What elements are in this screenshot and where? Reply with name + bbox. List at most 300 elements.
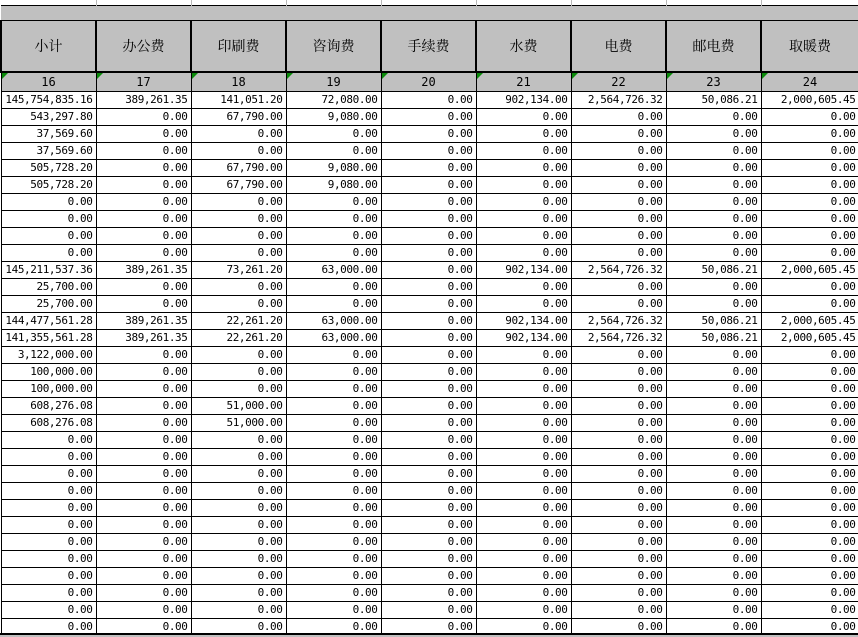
table-cell[interactable]: 51,000.00 [191, 414, 286, 431]
table-cell[interactable]: 63,000.00 [286, 261, 381, 278]
table-cell[interactable]: 0.00 [191, 482, 286, 499]
table-cell[interactable]: 0.00 [476, 414, 571, 431]
table-cell[interactable]: 0.00 [1, 448, 96, 465]
table-cell[interactable]: 0.00 [286, 414, 381, 431]
table-cell[interactable]: 25,700.00 [1, 278, 96, 295]
table-cell[interactable]: 0.00 [286, 227, 381, 244]
table-cell[interactable]: 0.00 [96, 482, 191, 499]
table-cell[interactable]: 0.00 [761, 516, 858, 533]
table-cell[interactable]: 0.00 [476, 516, 571, 533]
table-cell[interactable]: 22,261.20 [191, 329, 286, 346]
table-cell[interactable]: 0.00 [476, 346, 571, 363]
table-cell[interactable]: 0.00 [96, 516, 191, 533]
table-cell[interactable]: 389,261.35 [96, 91, 191, 108]
column-header-23[interactable]: 邮电费 [666, 20, 761, 72]
table-cell[interactable]: 0.00 [286, 125, 381, 142]
table-cell[interactable]: 145,754,835.16 [1, 91, 96, 108]
table-cell[interactable]: 9,080.00 [286, 108, 381, 125]
table-cell[interactable]: 2,564,726.32 [571, 91, 666, 108]
table-cell[interactable]: 0.00 [571, 380, 666, 397]
table-cell[interactable]: 144,477,561.28 [1, 312, 96, 329]
table-cell[interactable]: 0.00 [96, 499, 191, 516]
table-cell[interactable]: 0.00 [761, 482, 858, 499]
table-cell[interactable]: 902,134.00 [476, 329, 571, 346]
table-cell[interactable]: 0.00 [666, 227, 761, 244]
table-cell[interactable]: 0.00 [476, 278, 571, 295]
table-cell[interactable]: 0.00 [191, 584, 286, 601]
table-cell[interactable]: 0.00 [96, 431, 191, 448]
table-cell[interactable]: 50,086.21 [666, 329, 761, 346]
table-cell[interactable]: 0.00 [571, 210, 666, 227]
table-cell[interactable]: 0.00 [381, 159, 476, 176]
table-cell[interactable]: 0.00 [286, 244, 381, 261]
table-cell[interactable]: 0.00 [381, 499, 476, 516]
table-cell[interactable]: 0.00 [761, 465, 858, 482]
table-cell[interactable]: 0.00 [571, 448, 666, 465]
table-cell[interactable]: 0.00 [761, 176, 858, 193]
table-cell[interactable]: 0.00 [96, 346, 191, 363]
table-cell[interactable]: 0.00 [761, 567, 858, 584]
table-cell[interactable]: 0.00 [191, 363, 286, 380]
table-cell[interactable]: 0.00 [381, 227, 476, 244]
table-cell[interactable]: 0.00 [286, 482, 381, 499]
table-cell[interactable]: 0.00 [571, 499, 666, 516]
column-header-20[interactable]: 手续费 [381, 20, 476, 72]
table-cell[interactable]: 50,086.21 [666, 261, 761, 278]
table-cell[interactable]: 0.00 [381, 193, 476, 210]
column-header-24[interactable]: 取暖费 [761, 20, 858, 72]
table-cell[interactable]: 0.00 [96, 159, 191, 176]
table-cell[interactable]: 0.00 [571, 550, 666, 567]
merged-gray-cell[interactable] [1, 5, 858, 20]
table-cell[interactable]: 0.00 [666, 142, 761, 159]
table-cell[interactable]: 50,086.21 [666, 91, 761, 108]
table-cell[interactable]: 608,276.08 [1, 414, 96, 431]
table-cell[interactable]: 0.00 [191, 193, 286, 210]
table-cell[interactable]: 0.00 [96, 567, 191, 584]
column-number-cell-24[interactable]: 24 [761, 72, 858, 91]
table-cell[interactable]: 51,000.00 [191, 397, 286, 414]
table-cell[interactable]: 0.00 [476, 584, 571, 601]
table-cell[interactable]: 0.00 [571, 142, 666, 159]
table-cell[interactable]: 0.00 [761, 431, 858, 448]
table-cell[interactable]: 0.00 [96, 584, 191, 601]
table-cell[interactable]: 0.00 [571, 567, 666, 584]
table-cell[interactable]: 72,080.00 [286, 91, 381, 108]
table-cell[interactable]: 0.00 [381, 414, 476, 431]
table-cell[interactable]: 0.00 [571, 227, 666, 244]
table-cell[interactable]: 37,569.60 [1, 125, 96, 142]
table-cell[interactable]: 0.00 [666, 193, 761, 210]
column-header-16[interactable]: 小计 [1, 20, 96, 72]
table-cell[interactable]: 0.00 [761, 380, 858, 397]
table-cell[interactable]: 0.00 [571, 533, 666, 550]
table-cell[interactable]: 0.00 [191, 346, 286, 363]
table-cell[interactable]: 0.00 [666, 363, 761, 380]
table-cell[interactable]: 0.00 [286, 397, 381, 414]
table-cell[interactable]: 0.00 [191, 550, 286, 567]
column-number-cell-19[interactable]: 19 [286, 72, 381, 91]
table-cell[interactable]: 0.00 [191, 533, 286, 550]
table-cell[interactable]: 0.00 [286, 142, 381, 159]
column-number-cell-23[interactable]: 23 [666, 72, 761, 91]
table-cell[interactable]: 63,000.00 [286, 312, 381, 329]
table-cell[interactable]: 0.00 [286, 295, 381, 312]
table-cell[interactable]: 0.00 [476, 363, 571, 380]
column-number-cell-17[interactable]: 17 [96, 72, 191, 91]
table-cell[interactable]: 0.00 [286, 346, 381, 363]
table-cell[interactable]: 0.00 [96, 125, 191, 142]
table-cell[interactable]: 0.00 [381, 601, 476, 618]
table-cell[interactable]: 0.00 [666, 397, 761, 414]
table-cell[interactable]: 0.00 [666, 380, 761, 397]
table-cell[interactable]: 0.00 [96, 227, 191, 244]
table-cell[interactable]: 0.00 [381, 533, 476, 550]
table-cell[interactable]: 0.00 [666, 465, 761, 482]
table-cell[interactable]: 2,000,605.45 [761, 91, 858, 108]
column-header-21[interactable]: 水费 [476, 20, 571, 72]
table-cell[interactable]: 0.00 [96, 550, 191, 567]
table-cell[interactable]: 0.00 [191, 278, 286, 295]
table-cell[interactable]: 0.00 [476, 125, 571, 142]
table-cell[interactable]: 0.00 [476, 550, 571, 567]
table-cell[interactable]: 0.00 [286, 465, 381, 482]
table-cell[interactable]: 0.00 [571, 601, 666, 618]
table-cell[interactable]: 0.00 [1, 550, 96, 567]
table-cell[interactable]: 0.00 [1, 601, 96, 618]
table-cell[interactable]: 0.00 [191, 448, 286, 465]
table-cell[interactable]: 0.00 [96, 142, 191, 159]
table-cell[interactable]: 2,000,605.45 [761, 329, 858, 346]
table-cell[interactable]: 0.00 [96, 465, 191, 482]
table-cell[interactable]: 0.00 [381, 261, 476, 278]
column-header-22[interactable]: 电费 [571, 20, 666, 72]
table-cell[interactable]: 0.00 [571, 125, 666, 142]
table-cell[interactable]: 0.00 [666, 584, 761, 601]
table-cell[interactable]: 67,790.00 [191, 159, 286, 176]
table-cell[interactable]: 25,700.00 [1, 295, 96, 312]
table-cell[interactable]: 0.00 [191, 227, 286, 244]
table-cell[interactable]: 0.00 [666, 176, 761, 193]
table-cell[interactable]: 0.00 [286, 210, 381, 227]
table-cell[interactable]: 0.00 [96, 601, 191, 618]
table-cell[interactable]: 0.00 [1, 227, 96, 244]
column-number-cell-22[interactable]: 22 [571, 72, 666, 91]
table-cell[interactable]: 0.00 [761, 159, 858, 176]
table-cell[interactable]: 0.00 [1, 244, 96, 261]
table-cell[interactable]: 2,564,726.32 [571, 329, 666, 346]
table-cell[interactable]: 0.00 [286, 363, 381, 380]
table-cell[interactable]: 0.00 [761, 227, 858, 244]
table-cell[interactable]: 67,790.00 [191, 176, 286, 193]
table-cell[interactable]: 0.00 [381, 380, 476, 397]
table-cell[interactable]: 0.00 [666, 414, 761, 431]
table-cell[interactable]: 0.00 [286, 618, 381, 635]
table-cell[interactable]: 0.00 [476, 380, 571, 397]
table-cell[interactable]: 0.00 [191, 380, 286, 397]
column-number-cell-16[interactable]: 16 [1, 72, 96, 91]
table-cell[interactable]: 0.00 [381, 142, 476, 159]
table-cell[interactable]: 0.00 [571, 159, 666, 176]
table-cell[interactable]: 0.00 [571, 278, 666, 295]
table-cell[interactable]: 0.00 [96, 618, 191, 635]
table-cell[interactable]: 543,297.80 [1, 108, 96, 125]
table-cell[interactable]: 0.00 [476, 618, 571, 635]
table-cell[interactable]: 0.00 [476, 431, 571, 448]
table-cell[interactable]: 0.00 [286, 380, 381, 397]
column-number-cell-18[interactable]: 18 [191, 72, 286, 91]
table-cell[interactable]: 0.00 [571, 397, 666, 414]
table-cell[interactable]: 0.00 [476, 295, 571, 312]
table-cell[interactable]: 0.00 [761, 448, 858, 465]
table-cell[interactable]: 3,122,000.00 [1, 346, 96, 363]
table-cell[interactable]: 902,134.00 [476, 312, 571, 329]
table-cell[interactable]: 0.00 [1, 533, 96, 550]
table-cell[interactable]: 0.00 [381, 346, 476, 363]
column-number-cell-20[interactable]: 20 [381, 72, 476, 91]
table-cell[interactable]: 145,211,537.36 [1, 261, 96, 278]
table-cell[interactable]: 0.00 [571, 108, 666, 125]
table-cell[interactable]: 0.00 [476, 108, 571, 125]
table-cell[interactable]: 0.00 [761, 278, 858, 295]
table-cell[interactable]: 0.00 [381, 244, 476, 261]
table-cell[interactable]: 0.00 [476, 227, 571, 244]
table-cell[interactable]: 0.00 [571, 516, 666, 533]
table-cell[interactable]: 0.00 [761, 193, 858, 210]
table-cell[interactable]: 0.00 [381, 550, 476, 567]
table-cell[interactable]: 0.00 [286, 278, 381, 295]
table-cell[interactable]: 0.00 [761, 601, 858, 618]
table-cell[interactable]: 141,355,561.28 [1, 329, 96, 346]
table-cell[interactable]: 0.00 [476, 397, 571, 414]
table-cell[interactable]: 0.00 [96, 363, 191, 380]
table-cell[interactable]: 0.00 [191, 601, 286, 618]
table-cell[interactable]: 0.00 [96, 380, 191, 397]
table-cell[interactable]: 0.00 [96, 414, 191, 431]
table-cell[interactable]: 0.00 [571, 618, 666, 635]
table-cell[interactable]: 0.00 [476, 465, 571, 482]
table-cell[interactable]: 0.00 [381, 397, 476, 414]
table-cell[interactable]: 0.00 [191, 210, 286, 227]
table-cell[interactable]: 0.00 [761, 125, 858, 142]
table-cell[interactable]: 0.00 [381, 295, 476, 312]
table-cell[interactable]: 0.00 [761, 346, 858, 363]
table-cell[interactable]: 0.00 [381, 108, 476, 125]
table-cell[interactable]: 0.00 [381, 278, 476, 295]
table-cell[interactable]: 100,000.00 [1, 363, 96, 380]
table-cell[interactable]: 0.00 [571, 346, 666, 363]
table-cell[interactable]: 0.00 [666, 210, 761, 227]
table-cell[interactable]: 505,728.20 [1, 159, 96, 176]
table-cell[interactable]: 9,080.00 [286, 159, 381, 176]
table-cell[interactable]: 73,261.20 [191, 261, 286, 278]
table-cell[interactable]: 0.00 [666, 567, 761, 584]
table-cell[interactable]: 0.00 [666, 278, 761, 295]
table-cell[interactable]: 0.00 [666, 448, 761, 465]
table-cell[interactable]: 0.00 [1, 567, 96, 584]
table-cell[interactable]: 0.00 [381, 516, 476, 533]
table-cell[interactable]: 0.00 [286, 431, 381, 448]
column-number-cell-21[interactable]: 21 [476, 72, 571, 91]
table-cell[interactable]: 0.00 [571, 465, 666, 482]
table-cell[interactable]: 0.00 [381, 448, 476, 465]
table-cell[interactable]: 0.00 [1, 210, 96, 227]
table-cell[interactable]: 0.00 [666, 346, 761, 363]
table-cell[interactable]: 0.00 [96, 108, 191, 125]
table-cell[interactable]: 0.00 [96, 193, 191, 210]
table-cell[interactable]: 0.00 [1, 618, 96, 635]
table-cell[interactable]: 0.00 [761, 550, 858, 567]
table-cell[interactable]: 0.00 [381, 91, 476, 108]
table-cell[interactable]: 902,134.00 [476, 261, 571, 278]
table-cell[interactable]: 0.00 [761, 244, 858, 261]
column-header-18[interactable]: 印刷费 [191, 20, 286, 72]
table-cell[interactable]: 0.00 [476, 601, 571, 618]
table-cell[interactable]: 0.00 [381, 465, 476, 482]
table-cell[interactable]: 0.00 [761, 397, 858, 414]
table-cell[interactable]: 2,564,726.32 [571, 261, 666, 278]
table-cell[interactable]: 0.00 [666, 159, 761, 176]
table-cell[interactable]: 0.00 [381, 176, 476, 193]
table-cell[interactable]: 0.00 [666, 533, 761, 550]
table-cell[interactable]: 0.00 [476, 533, 571, 550]
table-cell[interactable]: 0.00 [191, 516, 286, 533]
table-cell[interactable]: 0.00 [666, 499, 761, 516]
table-cell[interactable]: 0.00 [381, 482, 476, 499]
table-cell[interactable]: 0.00 [381, 567, 476, 584]
table-cell[interactable]: 902,134.00 [476, 91, 571, 108]
table-cell[interactable]: 0.00 [761, 584, 858, 601]
table-cell[interactable]: 0.00 [761, 295, 858, 312]
table-cell[interactable]: 0.00 [666, 108, 761, 125]
table-cell[interactable]: 22,261.20 [191, 312, 286, 329]
table-cell[interactable]: 141,051.20 [191, 91, 286, 108]
table-cell[interactable]: 0.00 [286, 550, 381, 567]
column-header-19[interactable]: 咨询费 [286, 20, 381, 72]
table-cell[interactable]: 0.00 [761, 618, 858, 635]
table-cell[interactable]: 100,000.00 [1, 380, 96, 397]
table-cell[interactable]: 389,261.35 [96, 261, 191, 278]
table-cell[interactable]: 0.00 [761, 533, 858, 550]
table-cell[interactable]: 0.00 [476, 244, 571, 261]
table-cell[interactable]: 0.00 [191, 295, 286, 312]
table-cell[interactable]: 0.00 [96, 176, 191, 193]
table-cell[interactable]: 2,564,726.32 [571, 312, 666, 329]
table-cell[interactable]: 0.00 [666, 516, 761, 533]
table-cell[interactable]: 0.00 [96, 533, 191, 550]
table-cell[interactable]: 0.00 [571, 295, 666, 312]
table-cell[interactable]: 0.00 [476, 482, 571, 499]
table-cell[interactable]: 0.00 [1, 431, 96, 448]
table-cell[interactable]: 0.00 [571, 363, 666, 380]
table-cell[interactable]: 0.00 [1, 482, 96, 499]
table-cell[interactable]: 0.00 [381, 584, 476, 601]
table-cell[interactable]: 0.00 [476, 210, 571, 227]
table-cell[interactable]: 0.00 [571, 176, 666, 193]
table-cell[interactable]: 0.00 [1, 584, 96, 601]
table-cell[interactable]: 0.00 [476, 567, 571, 584]
table-cell[interactable]: 0.00 [1, 516, 96, 533]
table-cell[interactable]: 0.00 [381, 125, 476, 142]
table-cell[interactable]: 0.00 [476, 448, 571, 465]
table-cell[interactable]: 0.00 [286, 601, 381, 618]
table-cell[interactable]: 0.00 [666, 431, 761, 448]
table-cell[interactable]: 0.00 [286, 516, 381, 533]
table-cell[interactable]: 0.00 [191, 244, 286, 261]
table-cell[interactable]: 0.00 [761, 414, 858, 431]
table-cell[interactable]: 0.00 [571, 431, 666, 448]
table-cell[interactable]: 0.00 [1, 499, 96, 516]
table-cell[interactable]: 0.00 [761, 210, 858, 227]
table-cell[interactable]: 0.00 [761, 108, 858, 125]
table-cell[interactable]: 0.00 [1, 193, 96, 210]
table-cell[interactable]: 0.00 [191, 431, 286, 448]
table-cell[interactable]: 0.00 [666, 618, 761, 635]
table-cell[interactable]: 0.00 [96, 210, 191, 227]
table-cell[interactable]: 0.00 [666, 125, 761, 142]
table-cell[interactable]: 0.00 [666, 550, 761, 567]
column-header-17[interactable]: 办公费 [96, 20, 191, 72]
table-cell[interactable]: 0.00 [286, 499, 381, 516]
table-cell[interactable]: 0.00 [571, 244, 666, 261]
table-cell[interactable]: 608,276.08 [1, 397, 96, 414]
table-cell[interactable]: 0.00 [666, 482, 761, 499]
table-cell[interactable]: 0.00 [96, 278, 191, 295]
table-cell[interactable]: 0.00 [476, 176, 571, 193]
table-cell[interactable]: 0.00 [571, 584, 666, 601]
table-cell[interactable]: 0.00 [381, 363, 476, 380]
table-cell[interactable]: 0.00 [666, 295, 761, 312]
table-cell[interactable]: 505,728.20 [1, 176, 96, 193]
table-cell[interactable]: 0.00 [761, 499, 858, 516]
table-cell[interactable]: 389,261.35 [96, 312, 191, 329]
table-cell[interactable]: 0.00 [191, 142, 286, 159]
table-cell[interactable]: 0.00 [286, 533, 381, 550]
table-cell[interactable]: 0.00 [191, 125, 286, 142]
table-cell[interactable]: 389,261.35 [96, 329, 191, 346]
table-cell[interactable]: 0.00 [381, 312, 476, 329]
table-cell[interactable]: 0.00 [381, 431, 476, 448]
table-cell[interactable]: 0.00 [286, 567, 381, 584]
table-cell[interactable]: 0.00 [191, 618, 286, 635]
table-cell[interactable]: 0.00 [286, 448, 381, 465]
table-cell[interactable]: 0.00 [1, 465, 96, 482]
table-cell[interactable]: 0.00 [761, 142, 858, 159]
table-cell[interactable]: 0.00 [381, 329, 476, 346]
table-cell[interactable]: 0.00 [761, 363, 858, 380]
table-cell[interactable]: 0.00 [191, 567, 286, 584]
table-cell[interactable]: 0.00 [571, 414, 666, 431]
table-cell[interactable]: 0.00 [476, 142, 571, 159]
table-cell[interactable]: 63,000.00 [286, 329, 381, 346]
table-cell[interactable]: 0.00 [96, 448, 191, 465]
merged-gray-row[interactable] [1, 5, 858, 20]
table-cell[interactable]: 0.00 [476, 159, 571, 176]
table-cell[interactable]: 37,569.60 [1, 142, 96, 159]
table-cell[interactable]: 0.00 [571, 482, 666, 499]
table-cell[interactable]: 0.00 [96, 244, 191, 261]
table-cell[interactable]: 50,086.21 [666, 312, 761, 329]
table-cell[interactable]: 0.00 [666, 244, 761, 261]
table-cell[interactable]: 0.00 [96, 295, 191, 312]
table-cell[interactable]: 0.00 [381, 618, 476, 635]
table-cell[interactable]: 0.00 [381, 210, 476, 227]
table-cell[interactable]: 0.00 [191, 465, 286, 482]
table-cell[interactable]: 2,000,605.45 [761, 312, 858, 329]
table-cell[interactable]: 0.00 [476, 193, 571, 210]
table-cell[interactable]: 0.00 [191, 499, 286, 516]
table-cell[interactable]: 0.00 [666, 601, 761, 618]
